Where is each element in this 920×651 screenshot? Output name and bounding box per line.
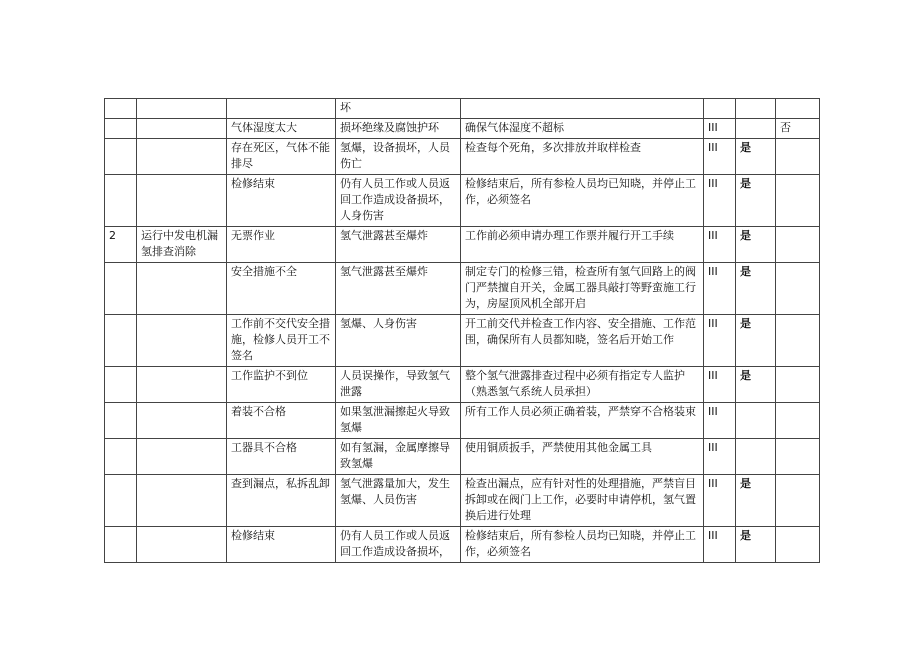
hazard-cell: 检修结束 <box>227 527 336 563</box>
row-number-cell <box>105 119 137 139</box>
hazard-cell: 存在死区，气体不能排尽 <box>227 139 336 175</box>
major-risk-cell <box>736 439 776 475</box>
consequence-cell: 如有氢漏，金属摩擦导致氢爆 <box>336 439 461 475</box>
task-cell <box>137 119 227 139</box>
row-number-cell <box>105 527 137 563</box>
measure-cell: 确保气体湿度不超标 <box>461 119 704 139</box>
major-risk-cell: 是 <box>736 227 776 263</box>
hazard-cell: 工作前不交代安全措施，检修人员开工不签名 <box>227 315 336 367</box>
flag-cell <box>776 99 820 119</box>
flag-cell <box>776 175 820 227</box>
task-cell <box>137 439 227 475</box>
consequence-cell: 坏 <box>336 99 461 119</box>
task-cell <box>137 139 227 175</box>
table-row <box>105 99 820 119</box>
row-number-cell <box>105 99 137 119</box>
table-row <box>105 227 820 263</box>
risk-level-cell: III <box>704 315 736 367</box>
task-cell <box>137 315 227 367</box>
consequence-cell: 如果氢泄漏擦起火导致氢爆 <box>336 403 461 439</box>
risk-level-cell: III <box>704 175 736 227</box>
measure-cell: 检修结束后，所有参检人员均已知晓，并停止工作，必须签名 <box>461 175 704 227</box>
hazard-cell: 安全措施不全 <box>227 263 336 315</box>
flag-cell <box>776 527 820 563</box>
measure-cell: 检查出漏点，应有针对性的处理措施，严禁盲目拆卸或在阀门上工作，必要时申请停机，氢气置换后进行处理 <box>461 475 704 527</box>
row-number-cell: 2 <box>105 227 137 263</box>
major-risk-cell: 是 <box>736 527 776 563</box>
consequence-cell: 氢爆、人身伤害 <box>336 315 461 367</box>
major-risk-cell: 是 <box>736 175 776 227</box>
risk-level-cell: III <box>704 367 736 403</box>
measure-cell: 工作前必须申请办理工作票并履行开工手续 <box>461 227 704 263</box>
hazard-cell <box>227 99 336 119</box>
table-row <box>105 439 820 475</box>
measure-cell: 检修结束后，所有参检人员均已知晓，并停止工作，必须签名 <box>461 527 704 563</box>
major-risk-cell: 是 <box>736 367 776 403</box>
measure-cell <box>461 99 704 119</box>
major-risk-cell: 是 <box>736 139 776 175</box>
consequence-cell: 氢气泄露量加大，发生氢爆、人员伤害 <box>336 475 461 527</box>
flag-cell <box>776 263 820 315</box>
table-row <box>105 263 820 315</box>
row-number-cell <box>105 367 137 403</box>
consequence-cell: 损坏绝缘及腐蚀护环 <box>336 119 461 139</box>
consequence-cell: 人员误操作，导致氢气泄露 <box>336 367 461 403</box>
hazard-cell: 着装不合格 <box>227 403 336 439</box>
risk-level-cell: III <box>704 475 736 527</box>
risk-level-cell: III <box>704 227 736 263</box>
table-row <box>105 175 820 227</box>
risk-level-cell: III <box>704 403 736 439</box>
risk-level-cell: III <box>704 527 736 563</box>
flag-cell <box>776 439 820 475</box>
task-cell <box>137 263 227 315</box>
measure-cell: 开工前交代并检查工作内容、安全措施、工作范围，确保所有人员都知晓，签名后开始工作 <box>461 315 704 367</box>
flag-cell <box>776 139 820 175</box>
table-row <box>105 403 820 439</box>
consequence-cell: 氢爆，设备损坏，人员伤亡 <box>336 139 461 175</box>
flag-cell <box>776 227 820 263</box>
risk-level-cell <box>704 99 736 119</box>
risk-level-cell: III <box>704 119 736 139</box>
table-row <box>105 475 820 527</box>
risk-table <box>104 98 820 563</box>
consequence-cell: 仍有人员工作或人员返回工作造成设备损坏，人身伤害 <box>336 175 461 227</box>
row-number-cell <box>105 175 137 227</box>
measure-cell: 检查每个死角，多次排放并取样检查 <box>461 139 704 175</box>
flag-cell <box>776 315 820 367</box>
row-number-cell <box>105 263 137 315</box>
major-risk-cell: 是 <box>736 315 776 367</box>
major-risk-cell <box>736 99 776 119</box>
consequence-cell: 氢气泄露甚至爆炸 <box>336 227 461 263</box>
table-row <box>105 119 820 139</box>
flag-cell <box>776 475 820 527</box>
hazard-cell: 检修结束 <box>227 175 336 227</box>
hazard-cell: 气体湿度太大 <box>227 119 336 139</box>
table-row <box>105 527 820 563</box>
hazard-cell: 工作监护不到位 <box>227 367 336 403</box>
measure-cell: 所有工作人员必须正确着装，严禁穿不合格装束 <box>461 403 704 439</box>
risk-level-cell: III <box>704 439 736 475</box>
task-cell <box>137 175 227 227</box>
consequence-cell: 仍有人员工作或人员返回工作造成设备损坏， <box>336 527 461 563</box>
table-row <box>105 367 820 403</box>
table-row <box>105 139 820 175</box>
major-risk-cell <box>736 403 776 439</box>
hazard-cell: 查到漏点，私拆乱卸 <box>227 475 336 527</box>
measure-cell: 整个氢气泄露排查过程中必须有指定专人监护（熟悉氢气系统人员承担） <box>461 367 704 403</box>
measure-cell: 制定专门的检修三错，检查所有氢气回路上的阀门严禁擅自开关，金属工器具敲打等野蛮施工行为，房屋顶风机全部开启 <box>461 263 704 315</box>
row-number-cell <box>105 439 137 475</box>
consequence-cell: 氢气泄露甚至爆炸 <box>336 263 461 315</box>
task-cell <box>137 403 227 439</box>
task-cell <box>137 527 227 563</box>
row-number-cell <box>105 139 137 175</box>
major-risk-cell: 是 <box>736 475 776 527</box>
flag-cell <box>776 367 820 403</box>
flag-cell: 否 <box>776 119 820 139</box>
hazard-cell: 无票作业 <box>227 227 336 263</box>
major-risk-cell <box>736 119 776 139</box>
task-cell: 运行中发电机漏氢排查消除 <box>137 227 227 263</box>
hazard-cell: 工器具不合格 <box>227 439 336 475</box>
row-number-cell <box>105 315 137 367</box>
major-risk-cell: 是 <box>736 263 776 315</box>
task-cell <box>137 99 227 119</box>
row-number-cell <box>105 403 137 439</box>
risk-level-cell: III <box>704 263 736 315</box>
measure-cell: 使用铜质扳手，严禁使用其他金属工具 <box>461 439 704 475</box>
row-number-cell <box>105 475 137 527</box>
task-cell <box>137 367 227 403</box>
flag-cell <box>776 403 820 439</box>
risk-level-cell: III <box>704 139 736 175</box>
task-cell <box>137 475 227 527</box>
table-row <box>105 315 820 367</box>
